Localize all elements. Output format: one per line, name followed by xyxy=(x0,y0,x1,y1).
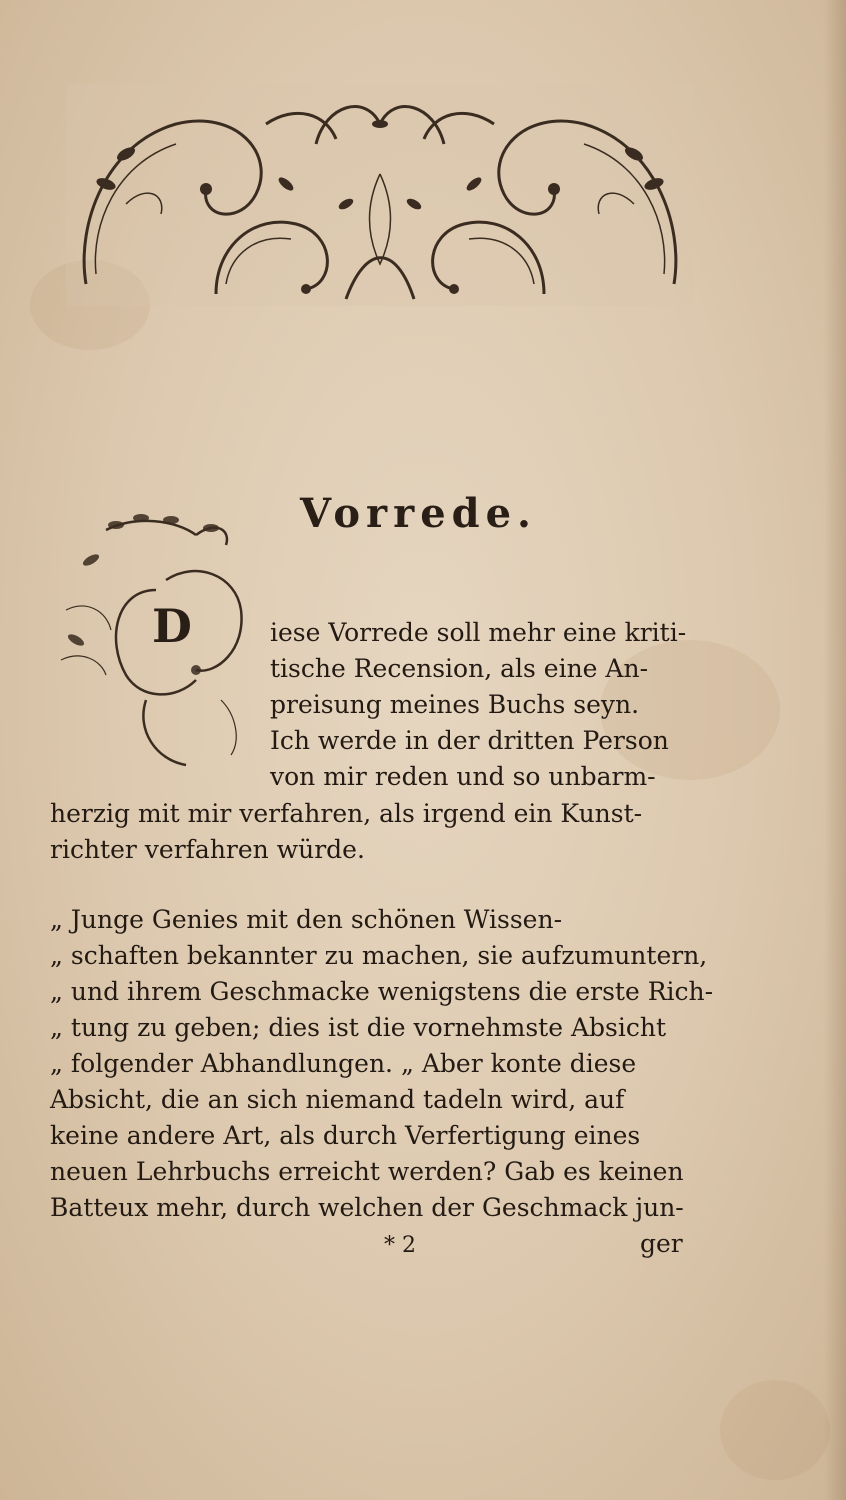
paper-stain xyxy=(720,1380,830,1480)
text-line: richter verfahren würde. xyxy=(50,835,365,864)
text-line: „ schaften bekannter zu machen, sie aufzumuntern, xyxy=(50,941,708,970)
ornamental-headpiece xyxy=(66,84,694,306)
text-line: von mir reden und so unbarm- xyxy=(270,762,656,791)
drop-cap-letter: D xyxy=(152,599,192,653)
text-line: preisung meines Buchs seyn. xyxy=(270,690,640,719)
paragraph-1-indented xyxy=(270,615,700,795)
text-line: Absicht, die an sich niemand tadeln wird, auf xyxy=(50,1085,625,1114)
paragraph-1-continued xyxy=(50,796,700,868)
text-line: tische Recension, als eine An- xyxy=(270,654,649,683)
page-edge-shadow xyxy=(824,0,846,1500)
text-line: „ tung zu geben; dies ist die vornehmste Absicht xyxy=(50,1013,666,1042)
text-line: herzig mit mir verfahren, als irgend ein Kunst- xyxy=(50,799,643,828)
text-line: iese Vorrede soll mehr eine kriti- xyxy=(270,618,687,647)
page-title: Vorrede. xyxy=(300,490,537,537)
text-line: keine andere Art, als durch Verfertigung eines xyxy=(50,1121,641,1150)
text-line: „ Junge Genies mit den schönen Wissen- xyxy=(50,905,563,934)
paragraph-2 xyxy=(50,902,714,1226)
text-line: „ folgender Abhandlungen. „ Aber konte diese xyxy=(50,1049,637,1078)
text-line: „ und ihrem Geschmacke wenigstens die erste Rich- xyxy=(50,977,714,1006)
text-line: neuen Lehrbuchs erreicht werden? Gab es keinen xyxy=(50,1157,684,1186)
text-line: Batteux mehr, durch welchen der Geschmack jun- xyxy=(50,1193,684,1222)
catchword: ger xyxy=(640,1229,683,1258)
signature-mark: * 2 xyxy=(384,1233,416,1258)
text-line: Ich werde in der dritten Person xyxy=(270,726,669,755)
